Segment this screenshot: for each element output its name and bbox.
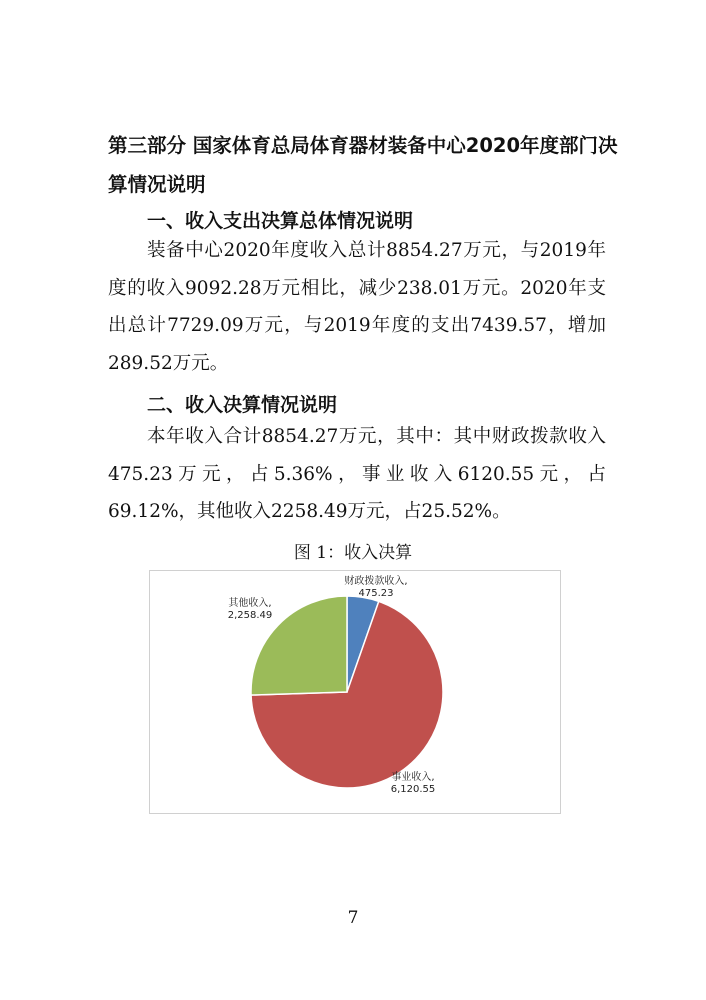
figure-caption: 图 1：收入决算 [293,543,413,563]
document-heading-line-2: 算情况说明 [108,173,206,196]
page-number: 7 [347,908,359,928]
pie-slice-value-label: 2,258.49 [227,610,273,621]
pie-slice-label: 财政拨款收入, [344,576,408,587]
section-1-paragraph: 装备中心2020年度收入总计8854.27万元，与2019年度的收入9092.28万元相比，减少238.01万元。2020年支出总计7729.09万元，与2019年度的支出7439.57，增加289.52万元。 [108,240,606,374]
pie-chart-frame [149,570,561,814]
pie-slice-label: 其他收入, [228,598,272,609]
document-heading-line-1: 第三部分 国家体育总局体育器材装备中心2020年度部门决 [108,134,618,157]
section-2-title: 二、收入决算情况说明 [147,394,338,416]
pie-slice-label: 事业收入, [391,772,435,783]
pie-slice-value-label: 6,120.55 [390,784,436,795]
section-2-paragraph: 本年收入合计8854.27万元，其中：其中财政拨款收入475.23万元，占5.36%，事业收入6120.55元，占69.12%，其他收入2258.49万元，占25.52%。 [108,426,606,522]
pie-chart [150,571,560,813]
section-1-title: 一、收入支出决算总体情况说明 [147,210,414,232]
pie-slice-value-label: 475.23 [358,588,394,599]
